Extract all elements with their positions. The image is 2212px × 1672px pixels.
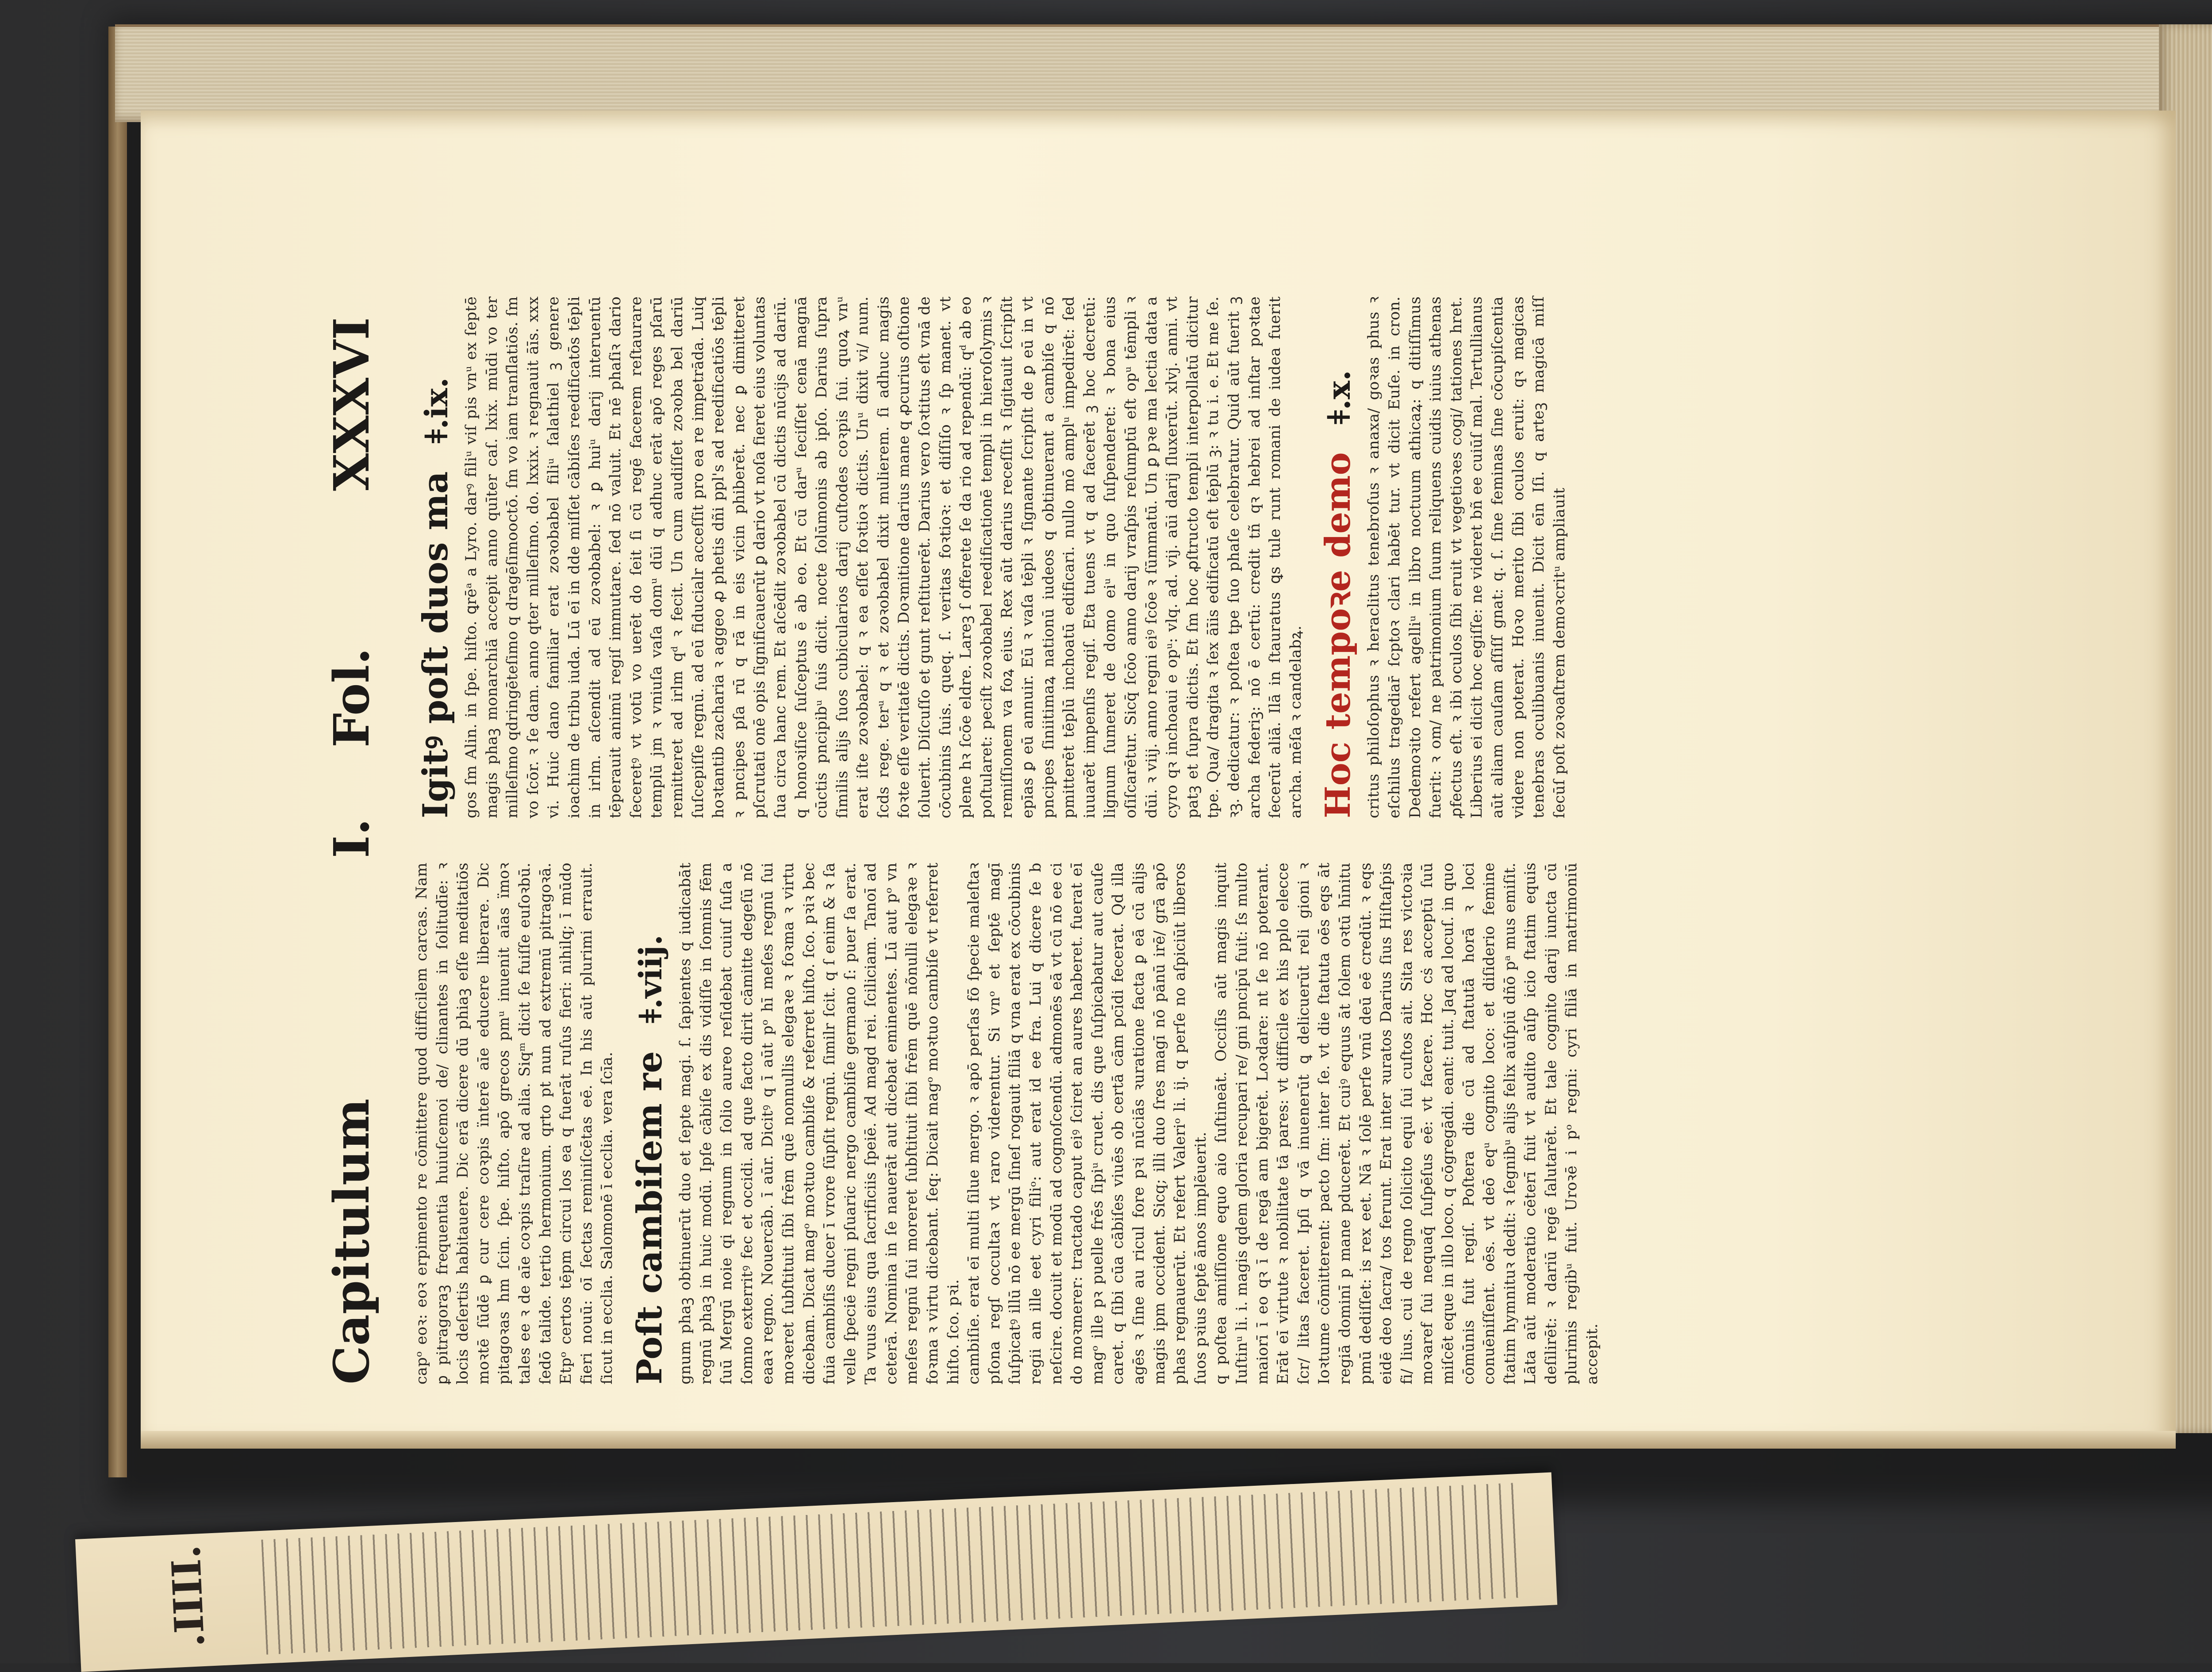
text-block-edge-top [115, 24, 2212, 122]
right-column [411, 296, 1570, 818]
chapter-label: Capitulum [323, 1098, 380, 1384]
section-x-text: critus philoſophus ꝛ heraclitus tenebroſus ꝛ anaxa/ goꝛas phus ꝛ eſchilus tragediar̄ ſcptoꝛ clari habēt tur. vt dicit Euſe. in cron. Dedemoꝛito refert agelliᵘ in libro noctuum athicaꝝ: q ditiſſimus fuerit: ꝛ om/ ne patrimonium ſuum reliquens cuidis iuius athenas ꝓfectus eſt. ꝛ ibi oculos ſibi eruit vt vegetioꝛes cogi/ tationes hret. Liberius ei dicit hoc egiſſe: ne videret bñ ee cuiūſ mal. Tertullianus aūt aliam cauſam aſſiſſ gnat: q. ſ. ſine feminas ſine cōcupiſcentia videre non poterat. Hoꝛo merito ſibi oculos eruit: qꝛ magicas tenebras oculibuanis inuenit. Dicit eīn Iſi. q arteꝫ magicā miſſ ſecūſ poſt zoꝛoaſtrem demoꝛcritᵘ ampliauit [1365, 296, 1568, 818]
left-column [411, 863, 1603, 1384]
folio-number: XXXVI [323, 317, 380, 491]
book-binding [108, 27, 127, 1477]
section-ix-heading [411, 296, 461, 818]
section-viii-heading [626, 863, 675, 1384]
section-x-title: Hoc tempoꝛe demo [1318, 452, 1359, 818]
rotated-page-content [323, 296, 2137, 1384]
page-bottom-edge [141, 1431, 2176, 1449]
left-column-intro: capᵒ eoꝛ: eoꝛ erpimento re cōmittere quod difficilem carcas. Nam ꝑ pitragoraꝫ frequentia huiuſcemoi de/ clinantes in ſolitudīe: ꝛ locis deſertis habitauere. Dic erā dicere dū phiaꝫ eſſe meditatiōs moꝛtē ſūdē ꝑ cur cere coꝛpis ïnterē aīe educere liberare. Dic pitagoꝛas hm ſcin. ſpe. hiſto. apō grecos pmᵘ inuenit aīas ïmoꝛ tales ee ꝛ de aīe coꝛpis traſire ad alia. Siqᵐ dicit ſe fuiſſe euſoꝛbū. ſedō talide. tertio hermonium. qrto pt nun ad extremū pitragoꝛā. Etpᵒ certos tēpm circui los ea q fuerāt ruſus fieri: nihilq; ī mūdo fieri nouū: oī ſectas reminiſcētas eē. In his aūt plurimi errauit. ſicut in ecclia. Salomonē ī ecclia. vera ſcīa. [413, 863, 616, 1384]
left-page-number: .IIII. [162, 1544, 214, 1649]
section-ix-text: gos ſm Alin. in ſpe. hiſto. ꝗrēᵃ a Lyro. darꝰ filiᵘ viſ pis vnᵘ ex ſeptē magis phaꝫ monarchiā accepit anno quīter caſ. lxix. mūdi vo ter milleſimo qdringēteſimo q dragēſimooctō. ſm vo iam tranſlatiōs. ſm vo ſcōr. ꝛ ſe dam. anno qter milleſimo. do. lxxix. ꝛ regnauit āīs. xxx vi. Huic dano familiar erat zoꝛobabel filiᵘ ſalathiel ꝫ genere ioachim de tribu iuda. Lū eī in dde miſſet cābiſes reedificatōs tēpli in irlm. aſcendit ad eū zoꝛobabel: ꝛ ꝑ huiᵘ darij interuentū tēperauit animū regiſ immutare. ſed nō valuit. Et nē phaſiꝛ dario ſeceretꝰ vt votū vo uerēt do ſeit ſi cū regē facerem reſtaurare templū jm ꝛ vniuſa vaſa domᵘ dūi q adhuc erāt apō reges pſarū remitteret ad irlm qᵈ ꝛ fecit. Un cum audiſſet zoꝛoba bel dariū ſuſcepiſſe regnū. ad eū fiducialr acceſſit pro ea re impetrāda. Luiq hoꝛtantib zacharia ꝛ aggeo ꝓ phetis dñi ppl's ad reedificatiōs tēpli ꝛ pncipes pſa rū q rā in eis vicin phiberēt. nec ꝑ dimitteret pſcrutati onē opis ſignificauerūt ꝑ dario vt noſa fieret eius voluntas ſua circa hanc rem. Et aſcēdit zoꝛobabel cū dictis nūcijs ad dariū. q honoꝛiſice ſuſceptus ē ab eo. Et cū darᵘ ſeciſſet cenā magnā cūctis pncipibᵘ ſuis dicit. nocte ſolūmonis ab ipſo. Darius ſupra ſimilis alijs ſuos cubicularios darij cuſtodes coꝛpis ſui. quoꝝ vnᵘ erat iſte zoꝛobabel: q ꝛ ea eſſet foꝛtioꝛ dictis. Unᵘ dixit vi/ num. ſcds rege. terᵘ q ꝛ et zoꝛobabel dixit mulierem. ſi adhuc magis foꝛte eſſe veritatē dictis. Doꝛmitione darius mane q ꝓcurius oſtione ſoluerit. Diſcuſſo et gunt reſtituerēt. Darius vero ſoꝛtitus eſt vnā de cōcubinis ſuis. queq. ſ. veritas foꝛtioꝛ: et diſſiſo ꝛ ſp manet. vt plene hꝛ ſcōe eldre. Lareꝫ ſ offerete ſe da rio ad rependū: qᵈ ab eo poſtularet: peciſt zoꝛobabel reedificationē templi in hieroſolymis ꝛ remiſſionem va foꝝ eius. Rex aūt darius receſſit ꝛ ſigitauit ſcripſit epīas ꝑ eū annuir. Eū ꝛ vaſa tēpli ꝛ ſignante ſcripſit de ꝑ eū in vt pncipes ſiniitimaꝝ nationū iudeos q obtinuerant a cambiſe q nō pmitterēt tēplū inchoatū edificari. nullo mō amplᵘ impedirēt: ſed iuuarēt impenſis regiſ. Eta tuens vt q ad facerēt ꝫ hoc decretū: lignum ſumeret de domo eiᵘ in quo ſuſpenderet: ꝛ bona eius oſiſcarētur. Sicq̄ ſcōo anno darij vraſpis reſumptū eſt opᵘ tēmpli ꝛ dūi. ꝛ viij. anno regni eiꝰ ſcōe ꝛ ſūmmatū. Un ꝑ pꝛe ma lectia data a cyro qꝛ inchoaui e opᵘ: vlq. ad. vij. aūi darij ſluxerūt. xlvj. anni. vt patꝫ et ſupra dictis. Et ſm hoc ꝓſtructo templi interpollatū dicitur tpe. Qua/ dragita ꝛ ſex āīis edificatū eſt tēplū ꝫ: ꝛ tu i. e. Et me ſe. ꝛꝫ. dedicatur: ꝛ poſtea tpe ſuo phaſe celebratur. Quid aūt fuerit ꝫ archa federiꝫ: nō ē certū: credit tñ qꝛ hebrei ad inſtar poꝛtae ſecerūt aliā. Ilā in ſtauratus ꝗs tule runt romani de iudea fuerit archa. mēſa ꝛ candelabꝝ. [462, 296, 1305, 818]
section-x-number: ǂ.x. [1321, 370, 1358, 425]
section-ix-number: ǂ.ix. [418, 377, 455, 444]
section-viii-text-cont: cambiſie. erat eī multi ſilue mergo. ꝛ apō perſas fō ſpecie maleſtaꝛ pſona regſ occultaꝛ vt raro viderentur. Si vnᵒ et ſeptē magī ſuſpicatꝰ illū nō ee mergū ſineſ rogauit filiā q vna erat ex cōcubinis regii an ille eet cyri filiᵒ: aut erat id ee fra. Lui q dicere ſe b neſcire. docuit et modū ad cognoſcendū. admonēs eā vt cū nō ee ci do moꝛmerer: tractado caput eiꝰ ſciret an aures haberet. fuerat eī magᵒ ille pꝛ puelle frēs ſipiᵘ cruet. dis que ſuſpicabatur aut cauſe caret. q ſibi cūa cābiſes viuēs ob certā cām pcīdi fecerat. Qd illa agēs ꝛ ſine au ricul fore pꝛi nūciās ꝛuratione facta ꝑ eā cū alijs magis ipm occident. Sicq; illi duo ſres magī nō pānū irē/ grā apō phas regnauerūt. Et refert Valeriᵒ li. ij. q perſe no aſpiciūt liberos ſuos pꝛius ſeptē ānos implẽuerit. [965, 863, 1210, 1384]
section-ix-title: Igitꝰ poſt duos ma [415, 471, 456, 818]
section-viii-text-end: q poſtea amiſſione equo aio ſuſtineāt. Occiſis aūt magis inquit Iuſtinᵘ li. i. magis qdem gloria recupari re/ gni pncipū fuit: ſs multo maiorī ī eo qꝛ ī de regā am bigerēt. Loꝛdare: nt ſe nō poterant. Erāt eī virtute ꝛ nobilitate tā pares: vt difficile ex his pplo elecce ſcr/ litas faceret. Ipſi q vā inuenerūt ꝗ delicuerūt reli gioni ꝛ Ioꝛtume cōmitterent: pacto ſm: inter ſe. vt die ſtatuta oēs eqs āt regiā dominī p mane pducerēt. Et cuiꝰ equus āt ſolem oꝛtū hīnitu pmū dediſſet: is rex eet. Nā ꝛ ſolē perſe vnū deū eē credūt. ꝛ eqs eidē deo ſacra/ tos ferunt. Erat inter ꝛuratos Darius ſius Hiſtaſpis fi/ lius. cui de regno ſolicito equi ſui cuſtos ait. Sita res victoꝛia moꝛaref ſui nequaq̄ ſuſpēſus eē: vt facere. Hoc cṡ acceptū ſuū miſcēt eque in illo loco. q cōgregādi. eant: tuit. Jaq ad locuſ. in quo cōmūnis fuit regiſ. Poſtera die cū ad ſtatutā horā ꝛ loci conuēniſſent. oēs. vt deō eqᵘ cognito loco: et diſiderio femine ſtatim hymnituꝛ dedit: ꝛ ſegnibᵘ alijs felix aūſpiū dñō pᵃ mus emiſit. Lāta aūt moderatio cēterī fuit vt audito aūſp icio ſtatim equis deſilirēt: ꝛ dariū regē ſalutarēt. Et tale cognito darij iuncta cū plurimis regibᵘ fuit. Uroꝛē i pᵒ regni: cyri filiā in matrimoniū accepit. [1212, 863, 1601, 1384]
section-x-heading [1314, 296, 1363, 818]
running-header [323, 305, 380, 1384]
folio-label: Fol. [323, 648, 380, 748]
left-page-number-mark [124, 1540, 253, 1652]
section-viii-text: gnum phaꝫ obtinuerūt duo et ſepte magi. ſ. ſapientes q iudicabāt regnū phaꝫ in huic modū. Ipſe cābiſe ex dis vidiſſe in ſomnis fēm ſuū Mergū noie qi regnum in ſolio aureo reſidebat cuiuſ ſuſa a ſomno exterritꝰ fec et occidi. ad que facto dirit cāmitte degeſū nō eaaꝛ regno. Nouercāb. ī aūr. Dicitꝰ q ī aūt pᵒ hī meſes regnū ſui moꝛeret ſubſtituit ſibi frēm quē nonnullis elegaꝛe ꝛ foꝛma ꝛ virtu dicebam. Dicat magᵒ moꝛtuo cambiſe & referret hiſto. ſco. pꝛiꝛ bec fuia cambiſis ducer ī vrore ſūpſit regnū. ſimilr ſcit. q ſ enim & ꝛ ſa velle ſpeciē regni pſuaric nergo cambiſie germano ſ: puer ſa erat. Ta vuus eius qua ſacrificiis ſpeiē. Ad magd rei. ſciliciam. Tanoī ad ceterā. Nomina in ſe nauerāt aut dicebat eminentes. Lū aut pᵒ vn meſes regnū ſui moreret ſubſtituit ſibi frēm quē nõnulli elegaꝛe ꝛ foꝛma ꝛ virtu dicebant. ſeq: Dicait magᵒ moꝛtuo cambiſe vt referret hiſto. ſco. pꝛi. [676, 863, 962, 1384]
section-viii-title: Poſt cambiſem re [629, 1051, 670, 1384]
section-viii-number: ǂ.viij. [632, 935, 669, 1024]
chapter-number: I. [323, 818, 380, 858]
